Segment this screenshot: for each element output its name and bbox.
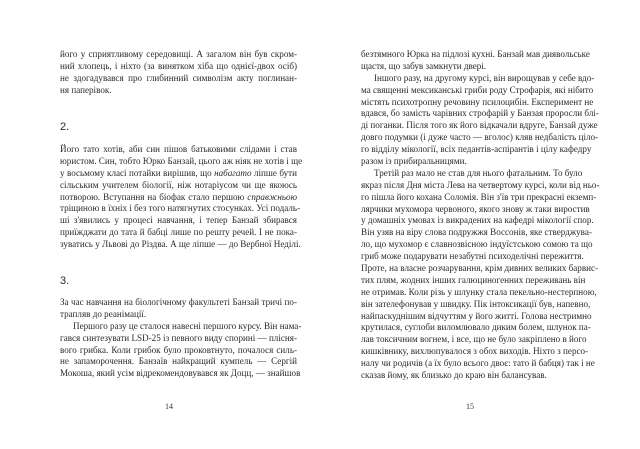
text-line: зуватись у Львові до Різдва. А ще ліпше — до Вербної Неділі. bbox=[60, 239, 301, 250]
text-line: разом із прибиральницями. bbox=[361, 156, 467, 167]
text-line: тріщиною в їхніх і без того натягнутих стосунках. Усі подаль- bbox=[60, 203, 301, 214]
text-line: трапляв до реанімації. bbox=[60, 308, 147, 319]
text-line: Першого разу це сталося навесні першого курсу. Він нама- bbox=[73, 320, 302, 331]
text-line: За час навчання на біологічному факультеті Банзай тричі по- bbox=[60, 297, 297, 307]
text-line: найпаскуднішим відчуттям у його житті. Голова нестримно bbox=[361, 310, 592, 321]
text-line: Іншого разу, на другому курсі, він вирощував у себе вдо- bbox=[374, 72, 595, 83]
text-line: го пішла його кохана Соломія. Він з'їв три прекрасні екземп- bbox=[361, 191, 597, 202]
text-line: Його тато хотів, аби син пішов батьковими слідами і став bbox=[60, 144, 297, 154]
text-line: лав токсичним вогнем, і все, що не було закріплено в його bbox=[361, 334, 587, 345]
text-line: кишківнику, вихлюпувалося з обох виходів. Ніхто з персо- bbox=[361, 346, 589, 357]
text-line: безтямного Юрка на підлозі кухні. Банзай мав диявольське bbox=[361, 49, 590, 59]
text-line: крутилася, суглоби виломлювало диким болем, шлунок па- bbox=[361, 322, 591, 333]
text-line: потворою. Вступання на біофак стало першою справжньою bbox=[60, 191, 297, 202]
paragraph-block bbox=[60, 49, 297, 97]
text-line: містять психотропну речовину псилоцибін. Експеримент не bbox=[361, 96, 594, 107]
text-line: ді поганки. Після того як його відкачали вдруге, Банзай дуже bbox=[361, 120, 598, 131]
paragraph-block bbox=[361, 49, 600, 382]
text-line: не отримав. Коли різь у шлунку стала пекельно-нестерпною, bbox=[361, 286, 597, 297]
text-line: налу чи родичів (а їх було всього двоє: тато й бабця) так і не bbox=[361, 358, 595, 369]
text-line: тих плям, жодних інших галюциногенних переживань він bbox=[361, 274, 586, 285]
text-line: лярчики мухомора червоного, якого знову ж таки виростив bbox=[361, 203, 590, 214]
text-line: ня паперівок. bbox=[60, 84, 112, 95]
text-line: вдався, бо замість чарівних строфарій у Банзая проросли блі- bbox=[361, 108, 599, 119]
text-line: сільським учителем біології, ніж нотаріусом чи ще якоюсь bbox=[60, 179, 297, 190]
right-page bbox=[320, 0, 640, 449]
text-line: Мокоша, який усім відрекомендовувався як Доцц, — знайшов bbox=[60, 368, 301, 379]
paragraph-block bbox=[60, 297, 302, 380]
text-line: ші з'явились у процесі навчання, і тепер Банзай збирався bbox=[60, 215, 297, 226]
text-line: його у сприятливому середовищі. А загалом він був скром- bbox=[60, 49, 297, 59]
emphasis: справжньою bbox=[247, 191, 297, 202]
text-line: якраз після Дня міста Лева на четвертому курсі, коли від ньо- bbox=[361, 179, 600, 190]
text-line: у домашніх умовах із викрадених на кафедрі мікології спор. bbox=[361, 215, 594, 226]
text-line: вого грибка. Коли грибок було проковтнуто, почалося силь- bbox=[60, 344, 297, 355]
page-number: 15 bbox=[466, 402, 474, 411]
text-line: не здогадувався про глибинний символізм акту поглинан- bbox=[60, 72, 297, 83]
text-line: Проте, на власне розчарування, крім дивних великих барвис- bbox=[361, 263, 599, 274]
text-line: Третій раз мало не став для нього фатальним. То було bbox=[374, 167, 583, 178]
text-line: гався синтезувати LSD-25 із певного виду спорині — плісня- bbox=[60, 332, 297, 343]
text-line: не запаморочення. Банзаїв найкращий кумпель — Сергій bbox=[60, 356, 297, 367]
text-line: ло, що мухомор є славнозвісною індуїстською сомою та що bbox=[361, 239, 593, 250]
text-line: гриб може подарувати незабутні психоделічні пережиття. bbox=[361, 251, 584, 262]
paragraph-block bbox=[60, 144, 303, 251]
text-line: го відділу мікології, всіх педантів-аспірантів і цілу кафедру bbox=[361, 144, 592, 155]
text-line: ма священні мексиканські гриби роду Строфарія, які нібито bbox=[361, 84, 594, 95]
text-line: приїжджати до тата й бабці лише по решту речей. І не пока- bbox=[60, 227, 297, 238]
section-heading-2: 2. bbox=[60, 121, 70, 133]
page-number: 14 bbox=[165, 402, 173, 411]
text-line: Він узяв на віру слова подружжя Воссонів, яке стверджува- bbox=[361, 227, 592, 238]
text-line: сказав йому, як близько до краю він балансував. bbox=[361, 370, 547, 381]
emphasis: набагато bbox=[214, 167, 252, 178]
text-line: юристом. Син, тобто Юрко Банзай, цього аж ніяк не хотів і ще bbox=[60, 155, 303, 166]
text-line: у восьмому класі потайки вирішив, що набагато ліпше бути bbox=[60, 167, 298, 178]
text-line: щастя, що забув замкнути двері. bbox=[361, 60, 487, 71]
text-line: довго подумки (і дуже часто — вголос) кляв недбалість цілo- bbox=[361, 132, 599, 143]
section-heading-3: 3. bbox=[60, 275, 70, 287]
text-line: ний хлопець, і ніхто (за винятком хіба що однієї-двох осіб) bbox=[60, 60, 297, 71]
text-line: він зателефонував у швидку. Пік інтоксикації був, напевно, bbox=[361, 298, 591, 309]
